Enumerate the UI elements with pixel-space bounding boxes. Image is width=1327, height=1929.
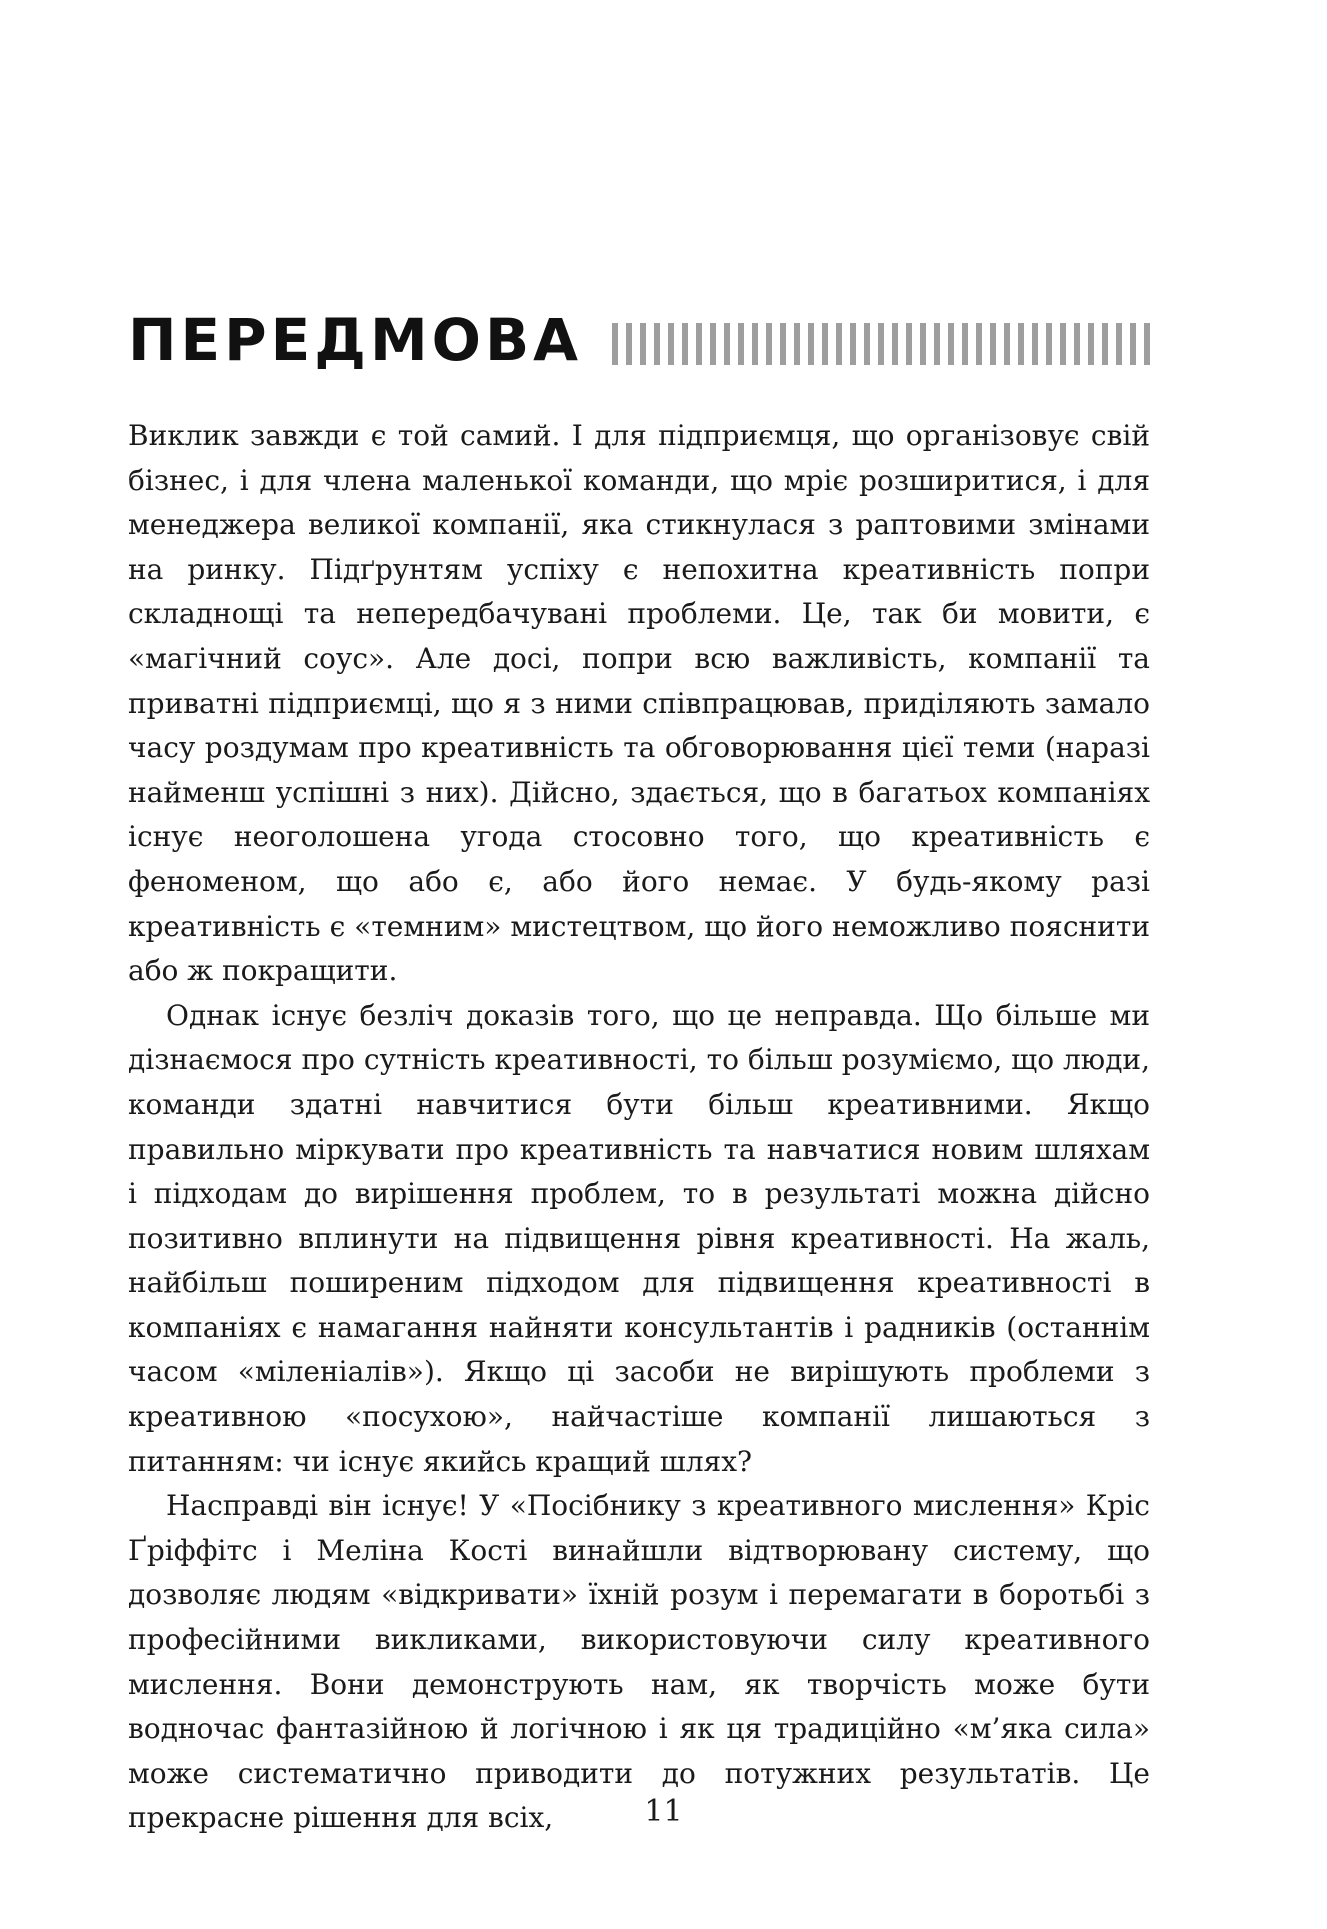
chapter-heading (128, 290, 1150, 390)
page-number: 11 (644, 1794, 683, 1829)
body-text (128, 414, 1150, 1841)
paragraph-1: Виклик завжди є той самий. І для підприємця, що організовує свій бізнес, і для члена маленької команди, що мріє розширитися, і для менеджера великої компанії, яка стикнулася з раптовими змінами на ринку. Підґрунтям успіху є непохитна креативність попри складнощі та непередбачувані проблеми. Це, так би мовити, є «магічний соус». Але досі, попри всю важливість, компанії та приватні підприємці, що я з ними співпрацював, приділяють замало часу роздумам про креативність та обговорювання цієї теми (наразі найменш успішні з них). Дійсно, здається, що в багатьох компаніях існує неоголошена угода стосовно того, що креативність є феноменом, що або є, або його немає. У будь-якому разі креативність є «темним» мистецтвом, що його неможливо пояснити або ж покращити. (128, 419, 1150, 988)
decorative-stripe-rule (612, 323, 1150, 365)
paragraph-3: Насправді він існує! У «Посібнику з креативного мислення» Кріс Ґріффітс і Меліна Кості винайшли відтворювану систему, що дозволяє людям «відкривати» їхній розум і перемагати в боротьбі з професійними викликами, використовуючи силу креативного мислення. Вони демонструють нам, як творчість може бути водночас фантазійною й логічною і як ця традиційно «м’яка сила» може систематично приводити до потужних результатів. Це прекрасне рішення для всіх, (128, 1489, 1150, 1835)
chapter-title: ПЕРЕДМОВА (128, 306, 583, 374)
paragraph-2: Однак існує безліч доказів того, що це неправда. Що більше ми дізнаємося про сутність креативності, то більш розуміємо, що люди, команди здатні навчитися бути більш креативними. Якщо правильно міркувати про креативність та навчатися новим шляхам і підходам до вирішення проблем, то в результаті можна дійсно позитивно вплинути на підвищення рівня креативності. На жаль, найбільш поширеним підходом для підвищення креативності в компаніях є намагання найняти консультантів і радників (останнім часом «міленіалів»). Якщо ці засоби не вирішують проблеми з креативною «посухою», найчастіше компанії лишаються з питанням: чи існує якийсь кращий шлях? (128, 998, 1150, 1478)
